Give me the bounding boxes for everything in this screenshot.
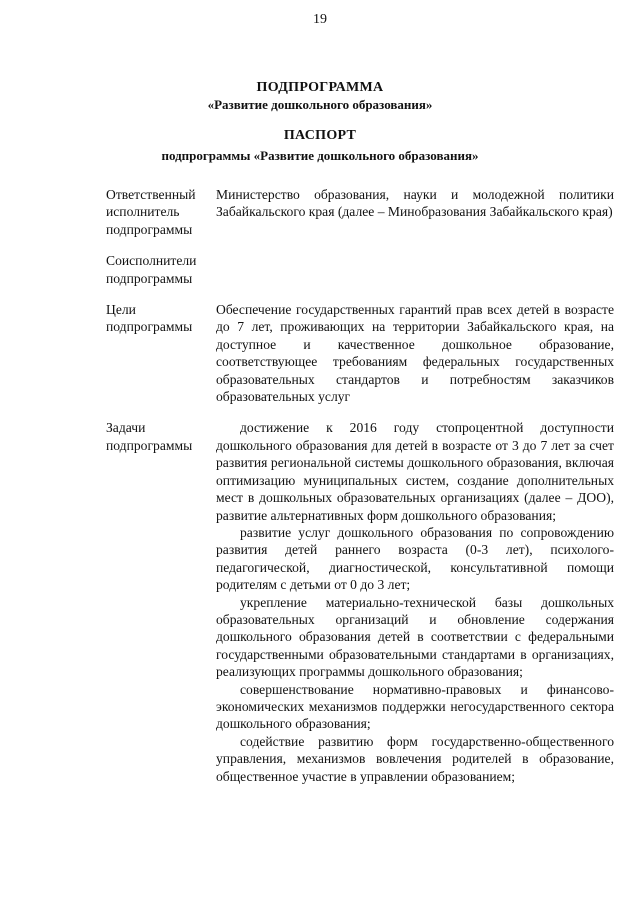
content-paragraph: содействие развитию форм государственно-общественного управления, механизмов вовлечения родителей в образование, общественное участие в управлении образованием; (216, 733, 614, 784)
subprogram-subtitle: «Развитие дошкольного образования» (207, 97, 433, 112)
row-label: Задачи подпрограммы (106, 420, 193, 453)
passport-row-coexecutors (106, 252, 614, 287)
subprogram-title: ПОДПРОГРАММА (256, 80, 384, 95)
content-paragraph: развитие услуг дошкольного образования по сопровождению развития детей раннего возраста (0-3 лет), психолого-педагогической, диагностической, консультативной помощи родителям с детьми от 0 до 3 лет; (216, 524, 614, 593)
content-paragraph: Министерство образования, науки и молодежной политики Забайкальского края (далее – Минобразования Забайкальского края) (216, 187, 614, 220)
content-paragraph: совершенствование нормативно-правовых и финансово-экономических механизмов поддержки негосударственного сектора дошкольного образования; (216, 681, 614, 732)
row-label: Цели подпрограммы (106, 302, 193, 335)
row-content (216, 252, 614, 287)
row-label: Соисполнители подпрограммы (106, 253, 197, 286)
passport-table (106, 186, 614, 799)
content-paragraph: Обеспечение государственных гарантий прав всех детей в возрасте до 7 лет, проживающих на территории Забайкальского края, на доступное и качественное дошкольное образование, соответствующее требованиям федеральных государственных образовательных стандартов и потребностям заказчиков образовательных услуг (216, 302, 614, 405)
content-paragraph: достижение к 2016 году стопроцентной доступности дошкольного образования для детей в возрасте от 3 до 7 лет за счет развития региональной системы дошкольного образования, включая оптимизацию муниципальных систем, создание дополнительных мест в дошкольных образовательных организациях (далее – ДОО), развитие альтернативных форм дошкольного образования; (216, 420, 614, 523)
passport-subtitle: подпрограммы «Развитие дошкольного образования» (161, 148, 479, 163)
row-label: Ответственный исполнитель подпрограммы (106, 187, 196, 237)
passport-row-tasks (106, 419, 614, 785)
row-content (216, 419, 614, 785)
row-content (216, 186, 614, 238)
passport-title: ПАСПОРТ (283, 128, 357, 143)
page-number: 19 (313, 12, 327, 27)
row-content (216, 301, 614, 405)
content-paragraph: укрепление материально-технической базы дошкольных образовательных организаций и обновление содержания дошкольного образования детей в соответствии с федеральными государственными образовательными стандартами в организациях, реализующих программы дошкольного образования; (216, 594, 614, 680)
passport-row-goals (106, 301, 614, 405)
passport-row-responsible (106, 186, 614, 238)
